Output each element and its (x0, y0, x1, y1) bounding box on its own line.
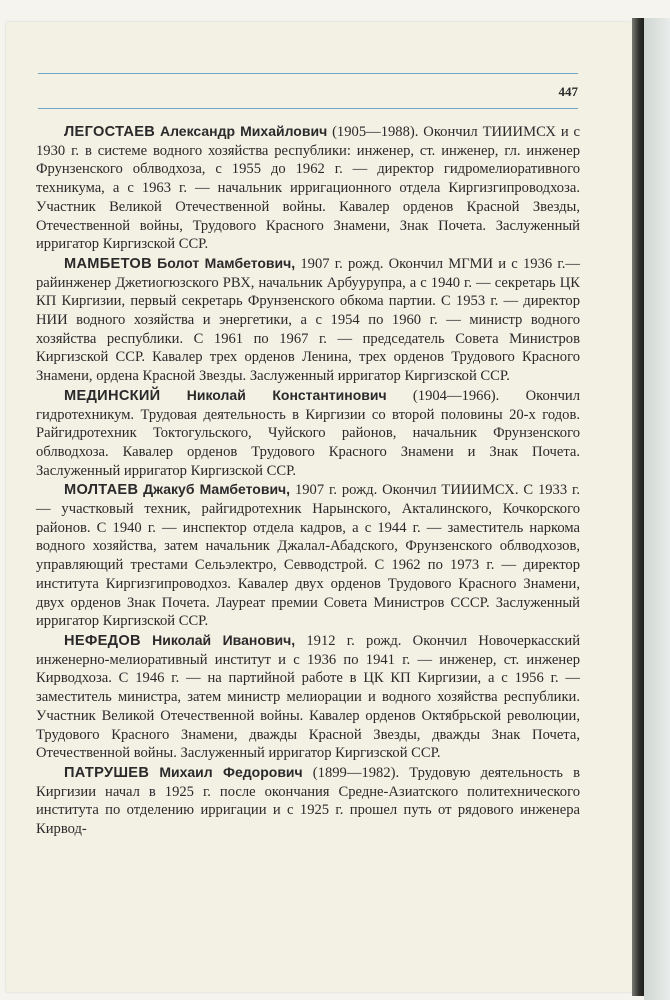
entry-surname: МОЛТАЕВ (64, 482, 139, 499)
entry-text: (1899—1982). Трудовую деятельность в Киргизии начал в 1925 г. после окончания Средне-Азиатского политехнического института по отделению ирригации и с 1925 г. прошел путь от рядового инженера Кирвод- (36, 764, 580, 838)
entry-text: (1904—1966). Окончил гидротехникум. Трудовая деятельность в Киргизии со второй половины 20-х годов. Райгидротехник Токтогульского, Чуйского районов, начальник Фрунзенского облводхоза. Кавалер орденов Трудового Красного Знамени и Знак Почета. Заслуженный ирригатор Киргизской ССР. (36, 387, 580, 479)
book-spine-shadow (632, 18, 644, 996)
scan-background-edge (644, 18, 670, 1000)
entry-given-names: Николай Иванович, (152, 631, 296, 648)
entry-surname: ЛЕГОСТАЕВ (64, 124, 156, 140)
entry-text: 1907 г. рожд. Окончил ТИИИМСХ. С 1933 г. — участковый техник, райгидротехник Нарынского, Акталинского, Кочкорского районов. С 1940 г. — инспектор отдела кадров, а с 1944 г. — заместитель наркома водного хозяйства, затем начальник Джалал-Абадского, Фрунзенского облводхозов, управляющий трестами Сельэлектро, Севводстрой. С 1962 по 1973 г. — директор института Киргизгипроводхоз. Кавалер двух орденов Трудового Красного Знамени, двух орденов Знак Почета. Лауреат премии Совета Министров СССР. Заслуженный ирригатор Киргизской ССР. (36, 482, 580, 630)
entry-given-names: Александр Михайлович (159, 123, 328, 139)
biography-entry-legostaev (36, 122, 580, 254)
biography-entry-nefedov (36, 631, 580, 763)
entry-given-names: Джакуб Мамбетович, (143, 481, 291, 498)
entry-surname: ПАТРУШЕВ (64, 764, 150, 781)
entry-given-names: Николай Константинович (186, 386, 387, 403)
entry-given-names: Михаил Федорович (159, 763, 303, 780)
biography-entry-mambetov (36, 254, 580, 386)
header-rule-bottom (38, 108, 578, 109)
page-number: 447 (558, 84, 578, 99)
entry-surname: НЕФЕДОВ (64, 632, 141, 649)
entry-surname: МЕДИНСКИЙ (64, 387, 161, 404)
entry-text: 1907 г. рожд. Окончил МГМИ и с 1936 г.— райинженер Джетиогюзского РВХ, начальник Арбуурупра, а с 1940 г. — секретарь ЦК КП Киргизии, первый секретарь Фрунзенского обкома партии. С 1953 г. — директор НИИ водного хозяйства и энергетики, а с 1954 по 1960 г. — министр водного хозяйства республики. С 1961 по 1967 г. — председатель Совета Министров Киргизской ССР. Кавалер трех орденов Ленина, трех орденов Трудового Красного Знамени, ордена Красной Звезды. Заслуженный ирригатор Киргизской ССР. (36, 255, 580, 385)
biography-entry-patrushev (36, 763, 580, 839)
entry-text: 1912 г. рожд. Окончил Новочеркасский инженерно-мелиоративный институт и с 1936 по 1941 г. — инженер, ст. инженер Кирводхоза. С 1946 г. — на партийной работе в ЦК КП Киргизии, а с 1956 г. — заместитель министра, затем министр мелиорации и водного хозяйства республики. Участник Великой Отечественной войны. Кавалер орденов Октябрьской революции, Трудового Красного Знамени, дважды Красной Звезды, дважды Знак Почета, Отечественной войны. Заслуженный ирригатор Киргизской ССР. (36, 632, 581, 762)
biography-entry-medinsky (36, 386, 580, 481)
biography-entry-moltaev (36, 480, 580, 631)
entry-text: (1905—1988). Окончил ТИИИМСХ и с 1930 г. в системе водного хозяйства республики: инженер, ст. инженер, гл. инженер Фрунзенского облводхоза, с 1955 до 1962 г. — директор гидромелиоративного техникума, а с 1963 г. — начальник ирригационного отдела Киргизгипроводхоза. Участник Великой Отечественной войны. Кавалер орденов Красной Звезды, Отечественной войны, Трудового Красного Знамени, Знак Почета. Заслуженный ирригатор Киргизской ССР. (36, 124, 580, 253)
biography-list (36, 122, 580, 839)
entry-given-names: Болот Мамбетович, (157, 254, 296, 271)
entry-surname: МАМБЕТОВ (64, 255, 152, 272)
book-page (6, 22, 632, 992)
header-rule-top (38, 73, 578, 74)
